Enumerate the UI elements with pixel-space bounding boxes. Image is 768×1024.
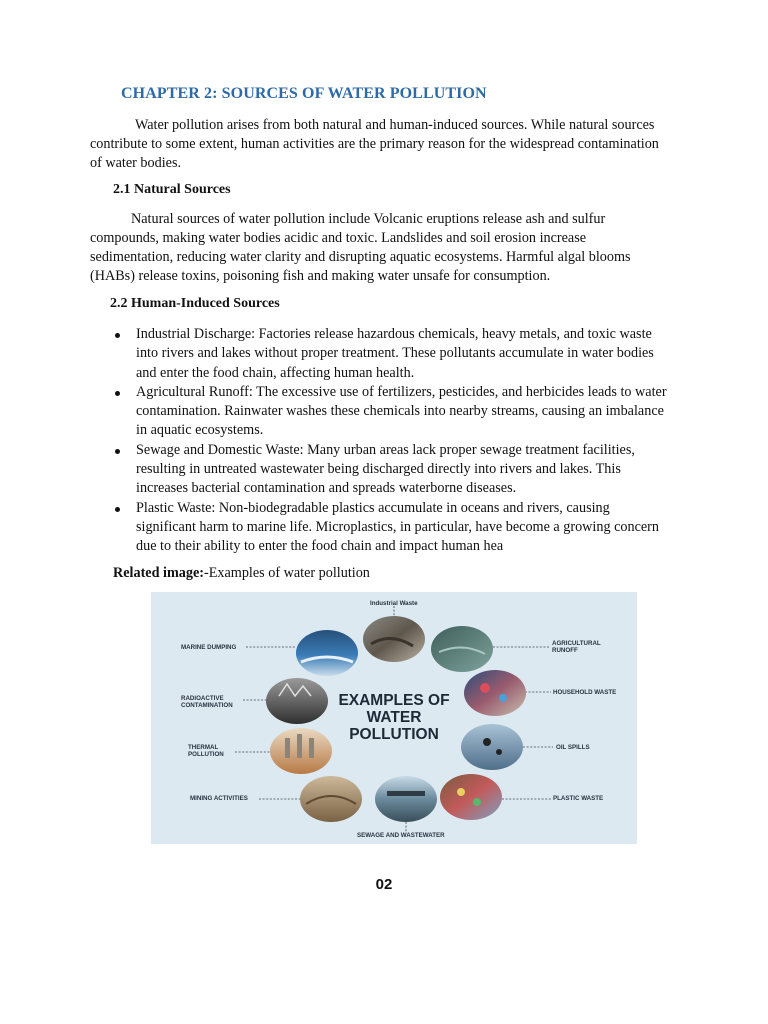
marine-dumping-photo	[296, 630, 358, 676]
bullet-icon	[115, 333, 120, 338]
list-item	[112, 499, 670, 557]
section-heading-natural: 2.1 Natural Sources	[113, 182, 231, 197]
list-item	[112, 383, 670, 441]
sewage-wastewater-photo	[375, 776, 437, 822]
page-number: 02	[375, 876, 393, 893]
chapter-title: CHAPTER 2: SOURCES OF WATER POLLUTION	[121, 85, 487, 102]
natural-paragraph	[90, 210, 670, 286]
agricultural-runoff-photo	[431, 626, 493, 672]
human-sources-list	[112, 325, 670, 557]
label-household-waste: HOUSEHOLD WASTE	[553, 689, 617, 696]
section-heading-human: 2.2 Human-Induced Sources	[110, 296, 280, 311]
list-item-text: Sewage and Domestic Waste: Many urban areas lack proper sewage treatment facilities, resulting in untreated wastewater being discharged directly into rivers and lakes. This increases bacterial contamination and spreads waterborne diseases.	[136, 441, 635, 497]
bullet-icon	[115, 449, 120, 454]
intro-paragraph	[90, 116, 670, 173]
label-agricultural-runoff	[552, 640, 601, 654]
list-item-text: Agricultural Runoff: The excessive use of fertilizers, pesticides, and herbicides leads to water contamination. Rainwater washes these chemicals into nearby streams, causing an imbalance in aquatic ecosystems.	[136, 383, 667, 439]
related-image-label: Related image:	[113, 565, 205, 581]
label-line: AGRICULTURAL	[552, 640, 601, 647]
label-marine-dumping: MARINE DUMPING	[181, 644, 237, 651]
list-item-text: Plastic Waste: Non-biodegradable plastics accumulate in oceans and rivers, causing significant harm to marine life. Microplastics, in particular, have become a growing concern due to their ability to enter the food chain and impact human hea	[136, 499, 659, 555]
label-sewage-wastewater: SEWAGE AND WASTEWATER	[357, 832, 445, 839]
list-item-text: Industrial Discharge: Factories release hazardous chemicals, heavy metals, and toxic waste into rivers and lakes without proper treatment. These pollutants accumulate in water bodies and enter the food chain, affecting human health.	[136, 326, 654, 381]
title-line: EXAMPLES OF	[338, 692, 450, 709]
intro-text: Water pollution arises from both natural and human-induced sources. While natural sources contribute to some extent, human activities are the primary reason for the widespread contamination of water bodies.	[90, 117, 659, 171]
water-pollution-infographic	[151, 592, 637, 844]
label-line: THERMAL	[188, 744, 219, 751]
label-radioactive-contamination	[181, 695, 233, 709]
infographic-title	[306, 692, 482, 743]
mining-activities-photo	[300, 776, 362, 822]
label-line: POLLUTION	[188, 751, 224, 758]
title-line: POLLUTION	[349, 726, 439, 743]
plastic-waste-photo	[440, 774, 502, 820]
label-line: RADIOACTIVE	[181, 695, 224, 702]
label-thermal-pollution	[188, 744, 224, 758]
label-oil-spills: OIL SPILLS	[556, 744, 590, 751]
bullet-icon	[115, 391, 120, 396]
label-line: RUNOFF	[552, 647, 578, 654]
label-line: CONTAMINATION	[181, 702, 233, 709]
label-industrial-waste: Industrial Waste	[370, 600, 418, 607]
label-mining-activities: MINING ACTIVITIES	[190, 795, 248, 802]
related-image-line	[113, 565, 370, 582]
list-item	[112, 325, 670, 383]
bullet-icon	[115, 507, 120, 512]
label-plastic-waste: PLASTIC WASTE	[553, 795, 604, 802]
title-line: WATER	[366, 709, 422, 726]
related-image-caption: -Examples of water pollution	[204, 565, 370, 581]
natural-text: Natural sources of water pollution include Volcanic eruptions release ash and sulfur compounds, making water bodies acidic and toxic. Landslides and soil erosion increase sedimentation, reducing water clarity and disrupting aquatic ecosystems. Harmful algal blooms (HABs) release toxins, poisoning fish and making water unsafe for consumption.	[90, 211, 631, 284]
list-item	[112, 441, 670, 499]
